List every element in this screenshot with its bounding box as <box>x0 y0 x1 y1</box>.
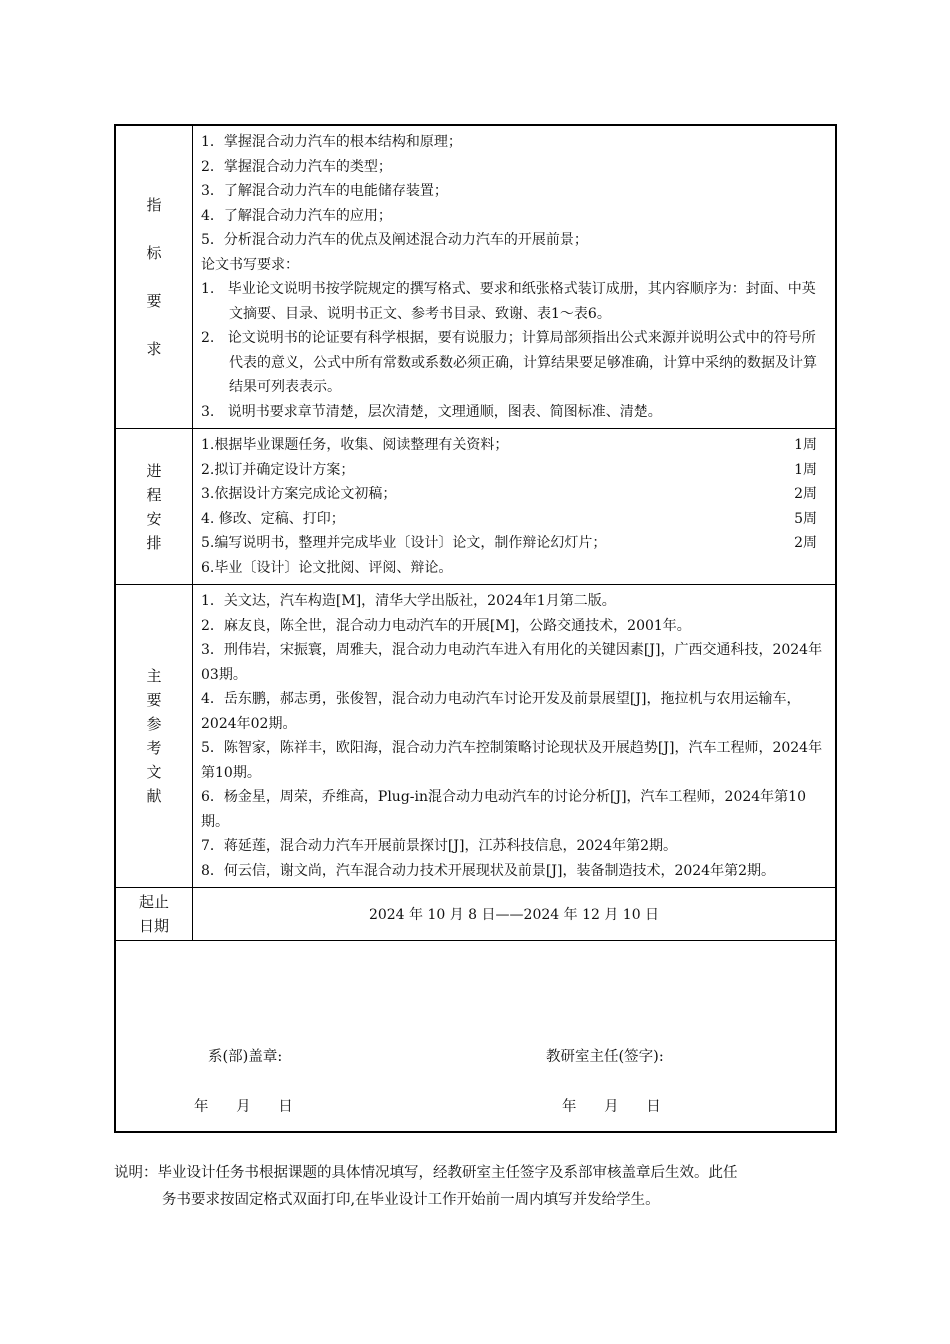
schedule-task: 6.毕业〔设计〕论文批阅、评阅、辩论。 <box>201 559 453 576</box>
references-label-char: 文 <box>146 763 162 781</box>
director-sign-label: 教研室主任(签字): <box>546 1049 664 1065</box>
dept-seal-label: 系(部)盖章: <box>208 1049 283 1065</box>
schedule-label-char: 进 <box>146 461 162 480</box>
requirements-label-char: 要 <box>146 292 162 310</box>
reference-item: 5．陈智家，陈祥丰，欧阳海，混合动力汽车控制策略讨论现状及开展趋势[J]，汽车工程师，2024年第10期。 <box>201 740 823 781</box>
schedule-task: 5.编写说明书，整理并完成毕业〔设计〕论文，制作辩论幻灯片； <box>201 535 607 551</box>
references-row <box>115 585 836 888</box>
reference-item: 6．杨金星，周荣，乔维高，Plug-in混合动力电动汽车的讨论分析[J]，汽车工程师，2024年第10期。 <box>201 789 806 830</box>
schedule-content <box>193 429 837 585</box>
schedule-item <box>201 507 827 532</box>
writing-requirement-item <box>201 326 827 400</box>
references-label-char: 参 <box>146 715 162 733</box>
schedule-duration: 5周 <box>794 510 817 527</box>
schedule-duration: 2周 <box>794 486 817 502</box>
writing-item-number: 2. <box>201 330 215 346</box>
requirement-item: 4．了解混合动力汽车的应用； <box>201 207 392 224</box>
writing-requirement-item <box>201 277 827 326</box>
task-form-table <box>114 124 837 1133</box>
schedule-label-char: 程 <box>146 485 162 504</box>
schedule-item <box>201 531 827 556</box>
schedule-label-char: 安 <box>146 509 162 528</box>
schedule-task: 3.依据设计方案完成论文初稿； <box>201 486 397 502</box>
schedule-task: 1.根据毕业课题任务，收集、阅读整理有关资料； <box>201 437 509 453</box>
dept-date: 年 月 日 <box>194 1099 293 1115</box>
reference-item: 1．关文达，汽车构造[M]，清华大学出版社，2024年1月第二版。 <box>201 593 616 609</box>
signatures-row <box>115 941 836 1133</box>
schedule-item <box>201 458 827 483</box>
schedule-item <box>201 433 827 458</box>
references-label-char: 要 <box>146 691 162 709</box>
schedule-duration: 1周 <box>794 461 817 478</box>
writing-item-number: 3. <box>201 403 215 420</box>
references-label <box>115 585 193 888</box>
reference-item: 4．岳东鹏，郝志勇，张俊智，混合动力电动汽车讨论开发及前景展望[J]，拖拉机与农用运输车，2024年02期。 <box>201 691 801 732</box>
date-range: 2024 年 10 月 8 日——2024 年 12 月 10 日 <box>193 888 837 941</box>
references-content <box>193 585 837 888</box>
reference-item: 2．麻友良，陈全世，混合动力电动汽车的开展[M]，公路交通技术，2001年。 <box>201 617 691 634</box>
schedule-duration <box>817 556 827 581</box>
dates-label <box>115 888 193 941</box>
schedule-task: 4. 修改、定稿、打印； <box>201 510 345 527</box>
requirements-content <box>193 125 837 429</box>
dates-label-line: 日期 <box>138 917 169 935</box>
references-label-char: 献 <box>146 787 162 805</box>
requirements-label-char: 标 <box>146 244 162 262</box>
schedule-task: 2.拟订并确定设计方案； <box>201 461 355 478</box>
writing-item-text: 说明书要求章节清楚，层次清楚，文理通顺，图表、简图标准、清楚。 <box>227 403 662 420</box>
signatures-cell <box>115 941 836 1133</box>
writing-requirement-item <box>201 400 827 425</box>
dates-label-line: 起止 <box>138 893 169 911</box>
requirement-item: 3．了解混合动力汽车的电能储存装置； <box>201 183 448 199</box>
references-label-char: 主 <box>146 667 162 685</box>
requirements-row <box>115 125 836 429</box>
requirements-label <box>115 125 193 429</box>
requirement-item: 1．掌握混合动力汽车的根本结构和原理； <box>201 134 462 150</box>
schedule-duration: 1周 <box>794 437 817 453</box>
note-line: 务书要求按固定格式双面打印,在毕业设计工作开始前一周内填写并发给学生。 <box>162 1192 660 1208</box>
dates-row <box>115 888 836 941</box>
reference-item: 7．蒋延莲，混合动力汽车开展前景探讨[J]，江苏科技信息，2024年第2期。 <box>201 838 677 854</box>
instructions-note <box>114 1160 837 1214</box>
schedule-duration: 2周 <box>794 535 817 551</box>
note-line: 说明：毕业设计任务书根据课题的具体情况填写，经教研室主任签字及系部审核盖章后生效。此任 <box>114 1165 738 1181</box>
director-date: 年 月 日 <box>562 1099 661 1115</box>
schedule-item <box>201 556 827 581</box>
reference-item: 3．刑伟岩，宋振寰，周雅夫，混合动力电动汽车进入有用化的关键因素[J]，广西交通科技，2024年03期。 <box>201 642 823 683</box>
requirement-item: 5．分析混合动力汽车的优点及阐述混合动力汽车的开展前景； <box>201 232 588 248</box>
writing-requirements-title: 论文书写要求： <box>201 256 299 273</box>
schedule-item <box>201 482 827 507</box>
requirements-label-char: 指 <box>146 196 162 214</box>
schedule-row <box>115 429 836 585</box>
reference-item: 8．何云信，谢文尚，汽车混合动力技术开展现状及前景[J]，装备制造技术，2024年第2期。 <box>201 862 775 879</box>
references-label-char: 考 <box>146 739 162 757</box>
requirement-item: 2．掌握混合动力汽车的类型； <box>201 158 392 175</box>
writing-item-number: 1. <box>201 281 215 297</box>
schedule-label <box>115 429 193 585</box>
writing-item-text: 论文说明书的论证要有科学根据，要有说服力；计算局部须指出公式来源并说明公式中的符号所代表的意义，公式中所有常数或系数必须正确，计算结果要足够准确，计算中采纳的数据及计算结果可列表表示。 <box>227 330 817 395</box>
schedule-label-char: 排 <box>146 533 162 552</box>
writing-item-text: 毕业论文说明书按学院规定的撰写格式、要求和纸张格式装订成册，其内容顺序为：封面、中英文摘要、目录、说明书正文、参考书目录、致谢、表1～表6。 <box>227 281 816 322</box>
requirements-label-char: 求 <box>146 340 162 358</box>
